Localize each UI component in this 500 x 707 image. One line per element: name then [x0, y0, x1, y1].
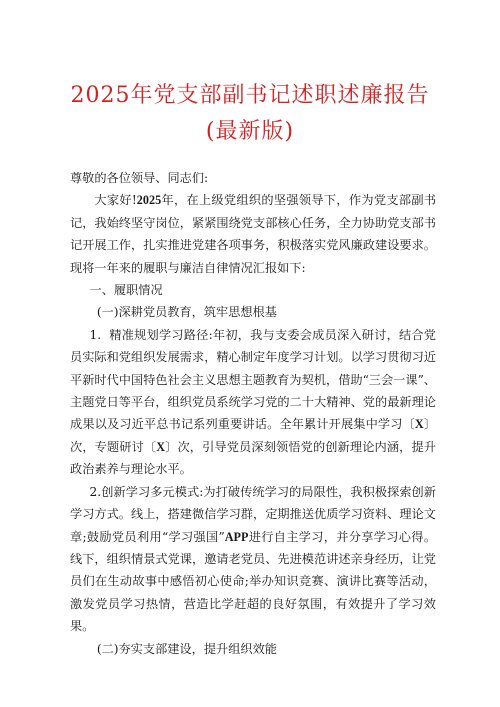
- item-text: 创新学习多元模式:为打破传统学习的局限性，我积极探索创新学习方式。线上，搭建微信学习群，定期推送优质学习资料、理论文章;鼓励党员利用“学习强国”: [70, 484, 436, 544]
- document-body: [70, 167, 436, 660]
- item-text: 〕次，专题研讨〔: [70, 417, 437, 454]
- item-number: 1.: [89, 327, 102, 342]
- subsection-heading: (一)深耕党员教育，筑牢思想根基: [96, 305, 277, 320]
- item-text: 进行自主学习，并分享学习心得。线下，组织情景式党课，邀请老党员、先进模范讲述亲身经历，让党员们在生动故事中感悟初心使命;举办知识竞赛、演讲比赛等活动，激发党员学习热情，营造比学赶超的良好氛围，有效提升了学习效果。: [70, 529, 437, 634]
- app-term: APP: [224, 529, 249, 544]
- item-text: 〕次，引导党员深刻领悟党的创新理论内涵，提升政治素养与理论水平。: [70, 439, 437, 477]
- intro-paragraph: [70, 189, 436, 279]
- intro-text: 年，在上级党组织的坚强领导下，作为党支部副书记，我始终坚守岗位，紧紧围绕党支部核心任务，全力协助党支部书记开展工作，扎实推进党建各项事务，积极落实党风廉政建设要求。现将一年来的履职与廉洁自律情况汇报如下:: [70, 193, 437, 275]
- placeholder-count: X: [156, 439, 166, 454]
- section-heading: 一、履职情况: [89, 283, 163, 298]
- item-paragraph: [70, 324, 436, 481]
- subsection-heading: (二)夯实支部建设，提升组织效能: [96, 641, 277, 656]
- document-title: 2025年党支部副书记述职述廉报告: [70, 83, 430, 108]
- item-number: 2.: [89, 484, 102, 499]
- salutation: 尊敬的各位领导、同志们:: [70, 171, 209, 185]
- item-paragraph: [70, 481, 436, 638]
- document-subtitle: (最新版): [205, 119, 295, 144]
- intro-year: 2025: [136, 193, 162, 208]
- item-text: 精准规划学习路径:年初，我与支委会成员深入研讨，结合党员实际和党组织发展需求，精心制定年度学习计划。以学习贯彻习近平新时代中国特色社会主义思想主题教育为契机，借助“三会一课”、主题党日等平台，组织党员系统学习党的二十大精神、党的最新理论成果以及习近平总书记系列重要讲话。全年累计开展集中学习〔: [70, 327, 436, 432]
- intro-greeting: 大家好!: [94, 193, 137, 208]
- placeholder-count: X: [414, 417, 424, 432]
